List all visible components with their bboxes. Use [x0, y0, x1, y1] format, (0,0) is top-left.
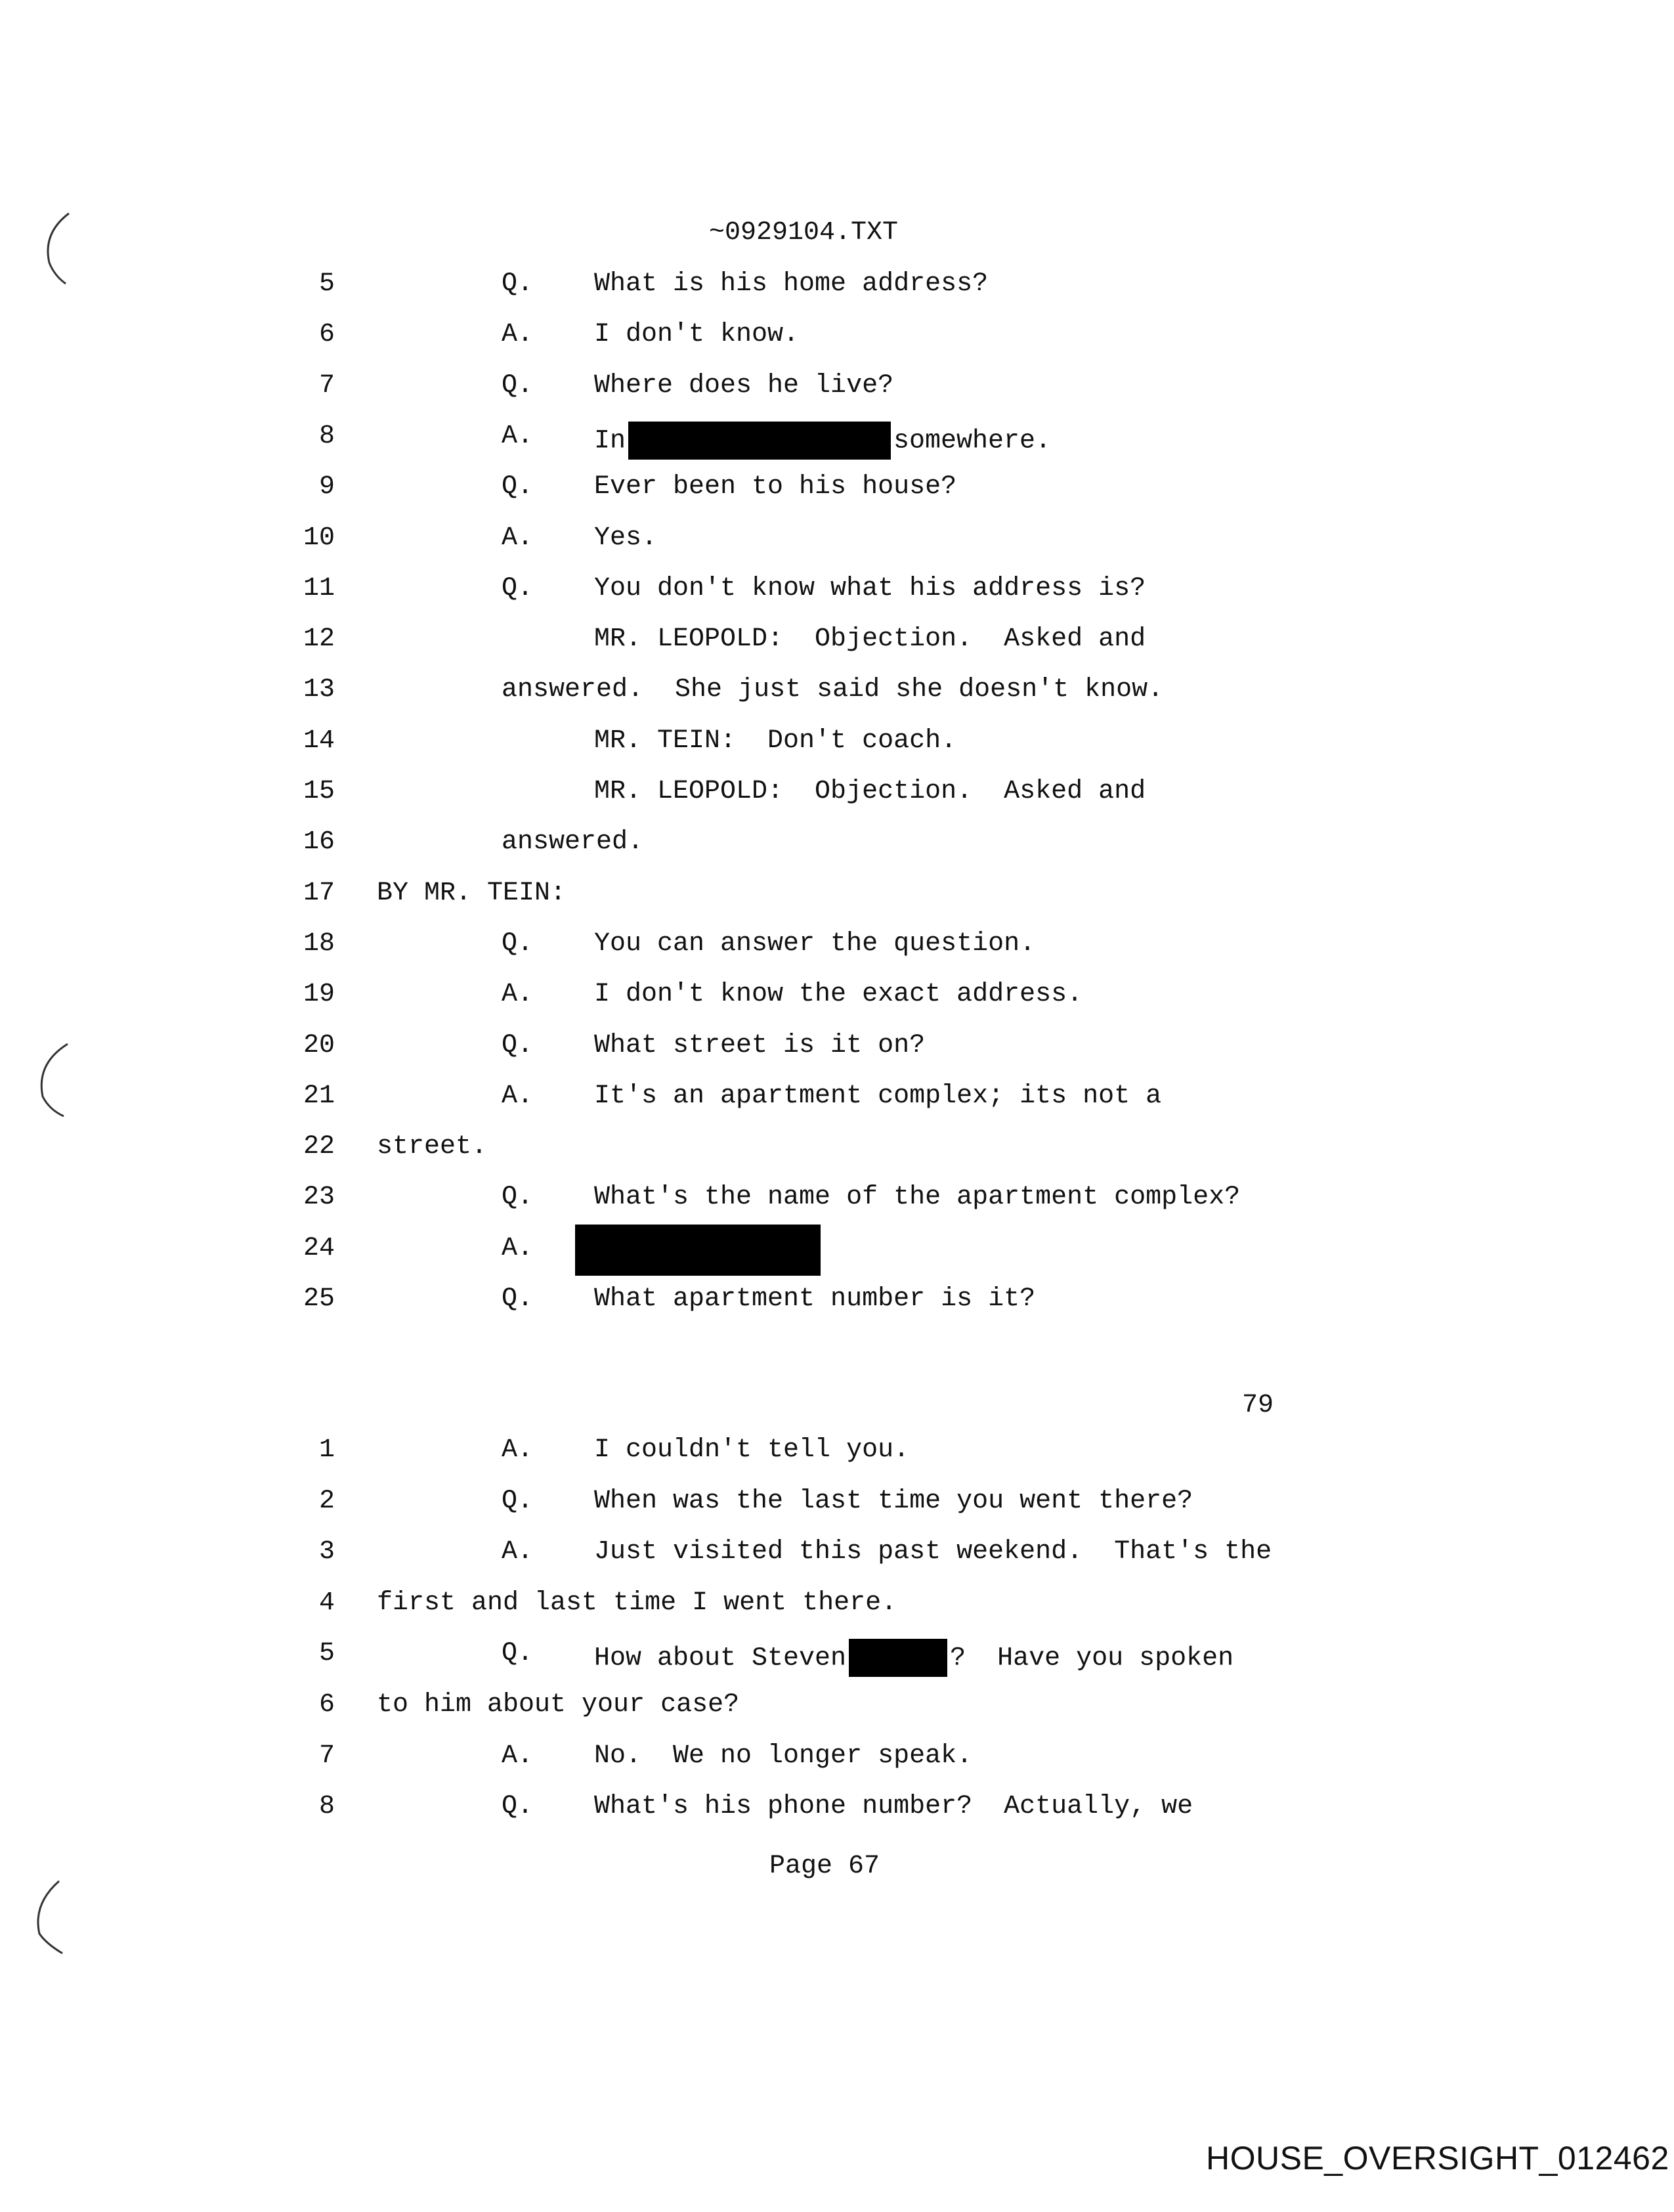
speaker-marker: A.	[502, 523, 534, 553]
speaker-marker: A.	[502, 1537, 534, 1567]
line-number: 6	[318, 1690, 335, 1720]
transcript-line	[0, 574, 1674, 625]
line-number: 7	[318, 1741, 335, 1771]
line-text: What's his phone number? Actually, we	[594, 1792, 1193, 1822]
line-text: You don't know what his address is?	[594, 573, 1146, 603]
transcript-line	[0, 980, 1674, 1031]
speaker-marker: A.	[502, 1741, 534, 1771]
transcript-line	[0, 1690, 1674, 1741]
line-text-before-redaction: In	[594, 426, 626, 456]
line-text: When was the last time you went there?	[594, 1486, 1193, 1516]
line-text: What's the name of the apartment complex?	[594, 1182, 1241, 1213]
line-number: 19	[303, 980, 335, 1010]
speaker-marker: Q.	[502, 573, 534, 603]
line-text: Just visited this past weekend. That's the	[594, 1537, 1272, 1567]
line-number: 24	[303, 1233, 335, 1263]
transcript-line	[0, 1031, 1674, 1082]
line-text: You can answer the question.	[594, 928, 1036, 959]
transcript-line	[0, 1486, 1674, 1538]
line-text: What is his home address?	[594, 269, 989, 299]
line-text: MR. TEIN: Don't coach.	[594, 726, 957, 756]
line-text: Where does he live?	[594, 370, 894, 401]
transcript-line	[0, 1284, 1674, 1335]
line-number: 7	[318, 370, 335, 401]
line-text: I don't know.	[594, 320, 800, 350]
transcript-line	[0, 1234, 1674, 1285]
line-number: 16	[303, 827, 335, 857]
transcript-line	[0, 1537, 1674, 1588]
line-text: street.	[377, 1132, 488, 1162]
speaker-marker: Q.	[502, 1030, 534, 1060]
line-text: answered. She just said she doesn't know.	[502, 675, 1164, 705]
speaker-marker: A.	[502, 1435, 534, 1465]
line-number: 5	[318, 1639, 335, 1669]
line-number: 20	[303, 1030, 335, 1060]
bates-number: HOUSE_OVERSIGHT_012462	[1206, 2140, 1669, 2177]
transcript-line	[0, 422, 1674, 473]
file-name-header: ~0929104.TXT	[709, 218, 899, 248]
transcript-line	[0, 878, 1674, 930]
speaker-marker: A.	[502, 980, 534, 1010]
line-number: 11	[303, 573, 335, 603]
line-number: 3	[318, 1537, 335, 1567]
line-number: 8	[318, 1792, 335, 1822]
line-text: No. We no longer speak.	[594, 1741, 973, 1771]
transcript-page-number: 79	[1242, 1391, 1274, 1420]
line-text	[575, 1225, 821, 1276]
transcript-line	[0, 1081, 1674, 1133]
transcript-line	[0, 726, 1674, 777]
redaction-box	[575, 1225, 821, 1276]
speaker-marker: A.	[502, 1233, 534, 1263]
line-text: I don't know the exact address.	[594, 980, 1083, 1010]
line-number: 8	[318, 421, 335, 451]
transcript-line	[0, 624, 1674, 676]
transcript-line	[0, 777, 1674, 828]
line-text: answered.	[502, 827, 644, 857]
line-number: 10	[303, 523, 335, 553]
transcript-line	[0, 1435, 1674, 1486]
transcript-line	[0, 1639, 1674, 1690]
speaker-marker: Q.	[502, 1284, 534, 1314]
punch-hole-mark	[26, 1878, 72, 1957]
line-text-after-redaction: somewhere.	[893, 426, 1052, 456]
transcript-line	[0, 320, 1674, 371]
line-number: 15	[303, 777, 335, 806]
line-text: MR. LEOPOLD: Objection. Asked and	[594, 624, 1146, 655]
transcript-line	[0, 1741, 1674, 1792]
line-number: 13	[303, 675, 335, 705]
line-number: 12	[303, 624, 335, 655]
transcript-line	[0, 472, 1674, 523]
speaker-marker: Q.	[502, 472, 534, 502]
line-number: 1	[318, 1435, 335, 1465]
line-text: What apartment number is it?	[594, 1284, 1036, 1314]
transcript-line	[0, 1182, 1674, 1234]
transcript-line	[0, 1588, 1674, 1639]
transcript-line	[0, 269, 1674, 320]
transcript-line	[0, 1792, 1674, 1843]
line-text: to him about your case?	[377, 1690, 740, 1720]
line-number: 25	[303, 1284, 335, 1314]
line-text	[594, 1639, 1234, 1677]
transcript-line	[0, 1132, 1674, 1183]
speaker-marker: Q.	[502, 928, 534, 959]
line-text: It's an apartment complex; its not a	[594, 1081, 1162, 1111]
line-number: 4	[318, 1588, 335, 1618]
line-text-before-redaction: How about Steven	[594, 1643, 847, 1674]
transcript-line	[0, 523, 1674, 575]
line-number: 2	[318, 1486, 335, 1516]
redaction-box	[849, 1639, 947, 1677]
speaker-marker: Q.	[502, 370, 534, 401]
transcript-line	[0, 929, 1674, 980]
transcript-line	[0, 371, 1674, 422]
line-text: BY MR. TEIN:	[377, 878, 567, 908]
line-number: 23	[303, 1182, 335, 1213]
line-number: 21	[303, 1081, 335, 1111]
line-text: I couldn't tell you.	[594, 1435, 910, 1465]
line-text: MR. LEOPOLD: Objection. Asked and	[594, 777, 1146, 806]
speaker-marker: Q.	[502, 1639, 534, 1669]
line-text: Yes.	[594, 523, 658, 553]
speaker-marker: A.	[502, 421, 534, 451]
line-number: 22	[303, 1132, 335, 1162]
transcript-line	[0, 675, 1674, 726]
line-text-after-redaction: ? Have you spoken	[950, 1643, 1234, 1674]
transcript-line	[0, 827, 1674, 878]
line-number: 14	[303, 726, 335, 756]
speaker-marker: Q.	[502, 1792, 534, 1822]
speaker-marker: Q.	[502, 269, 534, 299]
speaker-marker: Q.	[502, 1486, 534, 1516]
line-number: 17	[303, 878, 335, 908]
line-number: 18	[303, 928, 335, 959]
speaker-marker: A.	[502, 1081, 534, 1111]
speaker-marker: A.	[502, 320, 534, 350]
line-number: 9	[318, 472, 335, 502]
line-text: What street is it on?	[594, 1030, 926, 1060]
line-text: first and last time I went there.	[377, 1588, 897, 1618]
line-number: 6	[318, 320, 335, 350]
line-number: 5	[318, 269, 335, 299]
page-label: Page 67	[769, 1852, 880, 1881]
line-text: Ever been to his house?	[594, 472, 957, 502]
redaction-box	[628, 422, 891, 460]
speaker-marker: Q.	[502, 1182, 534, 1213]
line-text	[594, 422, 1051, 460]
